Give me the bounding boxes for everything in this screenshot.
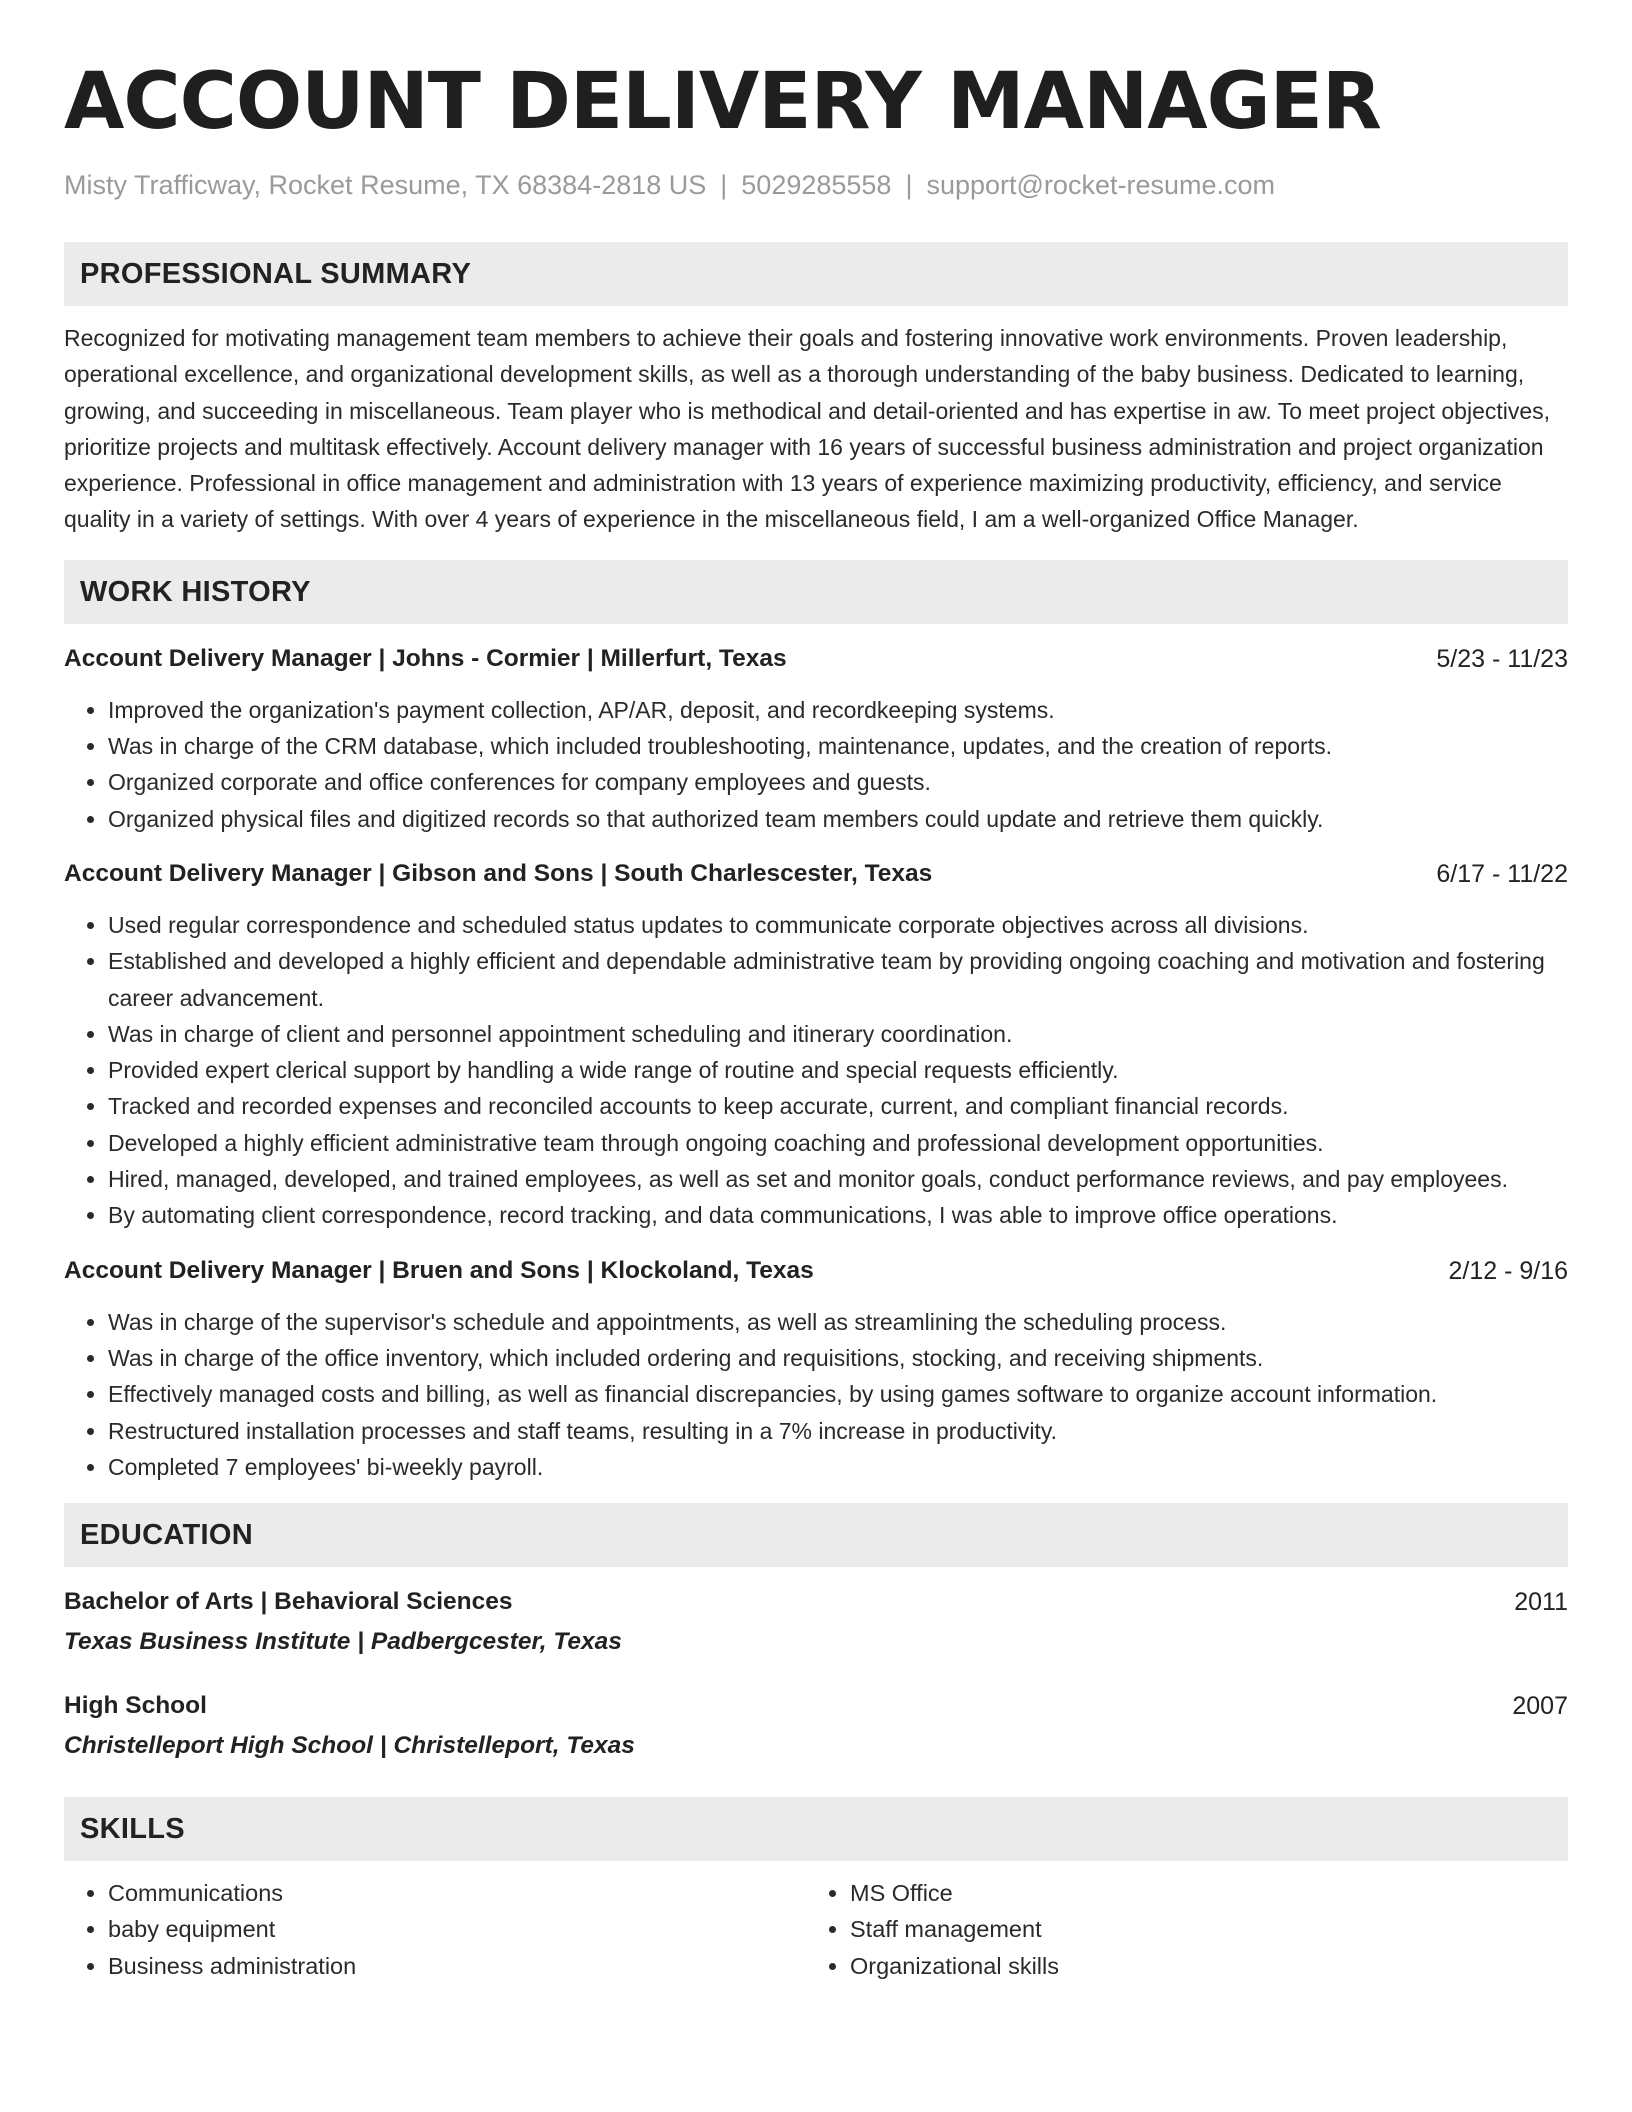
section-header-summary: PROFESSIONAL SUMMARY bbox=[64, 242, 1568, 306]
job-bullet: • Hired, managed, developed, and trained employees, as well as set and monitor goals, conduct performance reviews, and pay employees. bbox=[108, 1161, 1568, 1197]
contact-email[interactable]: support@rocket-resume.com bbox=[926, 170, 1275, 200]
job-heading: Account Delivery Manager | Bruen and Sons | Klockoland, Texas bbox=[64, 1256, 814, 1284]
resume-title: ACCOUNT DELIVERY MANAGER bbox=[64, 57, 1381, 147]
contact-separator: | bbox=[720, 170, 728, 200]
education-entry bbox=[64, 1689, 1568, 1763]
job-bullet: • Established and developed a highly efficient and dependable administrative team by providing ongoing coaching and motivation and fostering career advancement. bbox=[108, 943, 1568, 1016]
education-entry bbox=[64, 1585, 1568, 1659]
job-heading: Account Delivery Manager | Johns - Cormier | Millerfurt, Texas bbox=[64, 644, 787, 672]
skill-item: • Staff management bbox=[850, 1911, 1548, 1947]
job-entry bbox=[64, 642, 1568, 837]
education-header bbox=[64, 1689, 1568, 1723]
job-bullet: • Was in charge of the office inventory, which included ordering and requisitions, stocking, and receiving shipments. bbox=[108, 1340, 1568, 1376]
job-bullet: • Organized corporate and office conferences for company employees and guests. bbox=[108, 764, 1568, 800]
education-year: 2011 bbox=[1514, 1588, 1568, 1617]
education-school: Texas Business Institute | Padbergcester, Texas bbox=[64, 1628, 622, 1656]
job-bullet: • By automating client correspondence, record tracking, and data communications, I was able to improve office operations. bbox=[108, 1197, 1568, 1233]
job-dates: 2/12 - 9/16 bbox=[1448, 1256, 1568, 1285]
job-dates: 5/23 - 11/23 bbox=[1436, 644, 1568, 673]
summary-text: Recognized for motivating management team members to achieve their goals and fostering innovative work environments. Proven leadership, operational excellence, and organizational development skills, as well as a thorough understanding of the baby business. Dedicated to learning, growing, and succeeding in miscellaneous. Team player who is methodical and detail-oriented and has expertise in aw. To meet project objectives, prioritize projects and multitask effectively. Account delivery manager with 16 years of successful business administration and project organization experience. Professional in office management and administration with 13 years of experience maximizing productivity, efficiency, and service quality in a variety of settings. With over 4 years of experience in the miscellaneous field, I am a well-organized Office Manager. bbox=[64, 325, 1551, 533]
skill-item: • baby equipment bbox=[108, 1911, 806, 1947]
contact-line bbox=[64, 168, 1568, 202]
job-header bbox=[64, 1254, 1568, 1288]
job-bullet: • Used regular correspondence and scheduled status updates to communicate corporate objectives across all divisions. bbox=[108, 907, 1568, 943]
section-header-education: EDUCATION bbox=[64, 1503, 1568, 1567]
job-bullet: • Was in charge of client and personnel appointment scheduling and itinerary coordination. bbox=[108, 1016, 1568, 1052]
contact-address: Misty Trafficway, Rocket Resume, TX 68384-2818 US bbox=[64, 170, 707, 200]
job-bullet: • Restructured installation processes and staff teams, resulting in a 7% increase in productivity. bbox=[108, 1413, 1568, 1449]
skill-item: • MS Office bbox=[850, 1875, 1548, 1911]
skill-item: • Business administration bbox=[108, 1948, 806, 1984]
job-bullet: • Developed a highly efficient administrative team through ongoing coaching and professional development opportunities. bbox=[108, 1125, 1568, 1161]
section-header-skills: SKILLS bbox=[64, 1797, 1568, 1861]
job-bullet: • Completed 7 employees' bi-weekly payroll. bbox=[108, 1449, 1568, 1485]
job-header bbox=[64, 642, 1568, 676]
skills-list bbox=[64, 1875, 1568, 1984]
job-bullet: • Effectively managed costs and billing, as well as financial discrepancies, by using games software to organize account information. bbox=[108, 1376, 1568, 1412]
education-degree: Bachelor of Arts | Behavioral Sciences bbox=[64, 1588, 513, 1616]
education-header bbox=[64, 1585, 1568, 1619]
job-bullet: • Was in charge of the supervisor's schedule and appointments, as well as streamlining the scheduling process. bbox=[108, 1304, 1568, 1340]
job-bullets bbox=[64, 1304, 1568, 1485]
education-degree: High School bbox=[64, 1692, 207, 1720]
job-bullet: • Organized physical files and digitized records so that authorized team members could update and retrieve them quickly. bbox=[108, 801, 1568, 837]
job-bullet: • Was in charge of the CRM database, which included troubleshooting, maintenance, updates, and the creation of reports. bbox=[108, 728, 1568, 764]
job-dates: 6/17 - 11/22 bbox=[1436, 859, 1568, 888]
skills-column-left bbox=[64, 1875, 806, 1984]
job-bullets bbox=[64, 907, 1568, 1234]
job-entry bbox=[64, 1254, 1568, 1485]
education-year: 2007 bbox=[1512, 1692, 1568, 1721]
contact-separator: | bbox=[905, 170, 913, 200]
job-bullet: • Improved the organization's payment collection, AP/AR, deposit, and recordkeeping systems. bbox=[108, 692, 1568, 728]
job-bullets bbox=[64, 692, 1568, 837]
education-school: Christelleport High School | Christelleport, Texas bbox=[64, 1732, 635, 1760]
skills-column-right bbox=[806, 1875, 1548, 1984]
job-entry bbox=[64, 857, 1568, 1234]
job-heading: Account Delivery Manager | Gibson and Sons | South Charlescester, Texas bbox=[64, 859, 933, 887]
resume-page bbox=[64, 52, 1568, 1984]
job-bullet: • Provided expert clerical support by handling a wide range of routine and special requests efficiently. bbox=[108, 1052, 1568, 1088]
skill-item: • Communications bbox=[108, 1875, 806, 1911]
job-header bbox=[64, 857, 1568, 891]
skill-item: • Organizational skills bbox=[850, 1948, 1548, 1984]
section-header-work-history: WORK HISTORY bbox=[64, 560, 1568, 624]
job-bullet: • Tracked and recorded expenses and reconciled accounts to keep accurate, current, and compliant financial records. bbox=[108, 1088, 1568, 1124]
contact-phone: 5029285558 bbox=[741, 170, 892, 200]
